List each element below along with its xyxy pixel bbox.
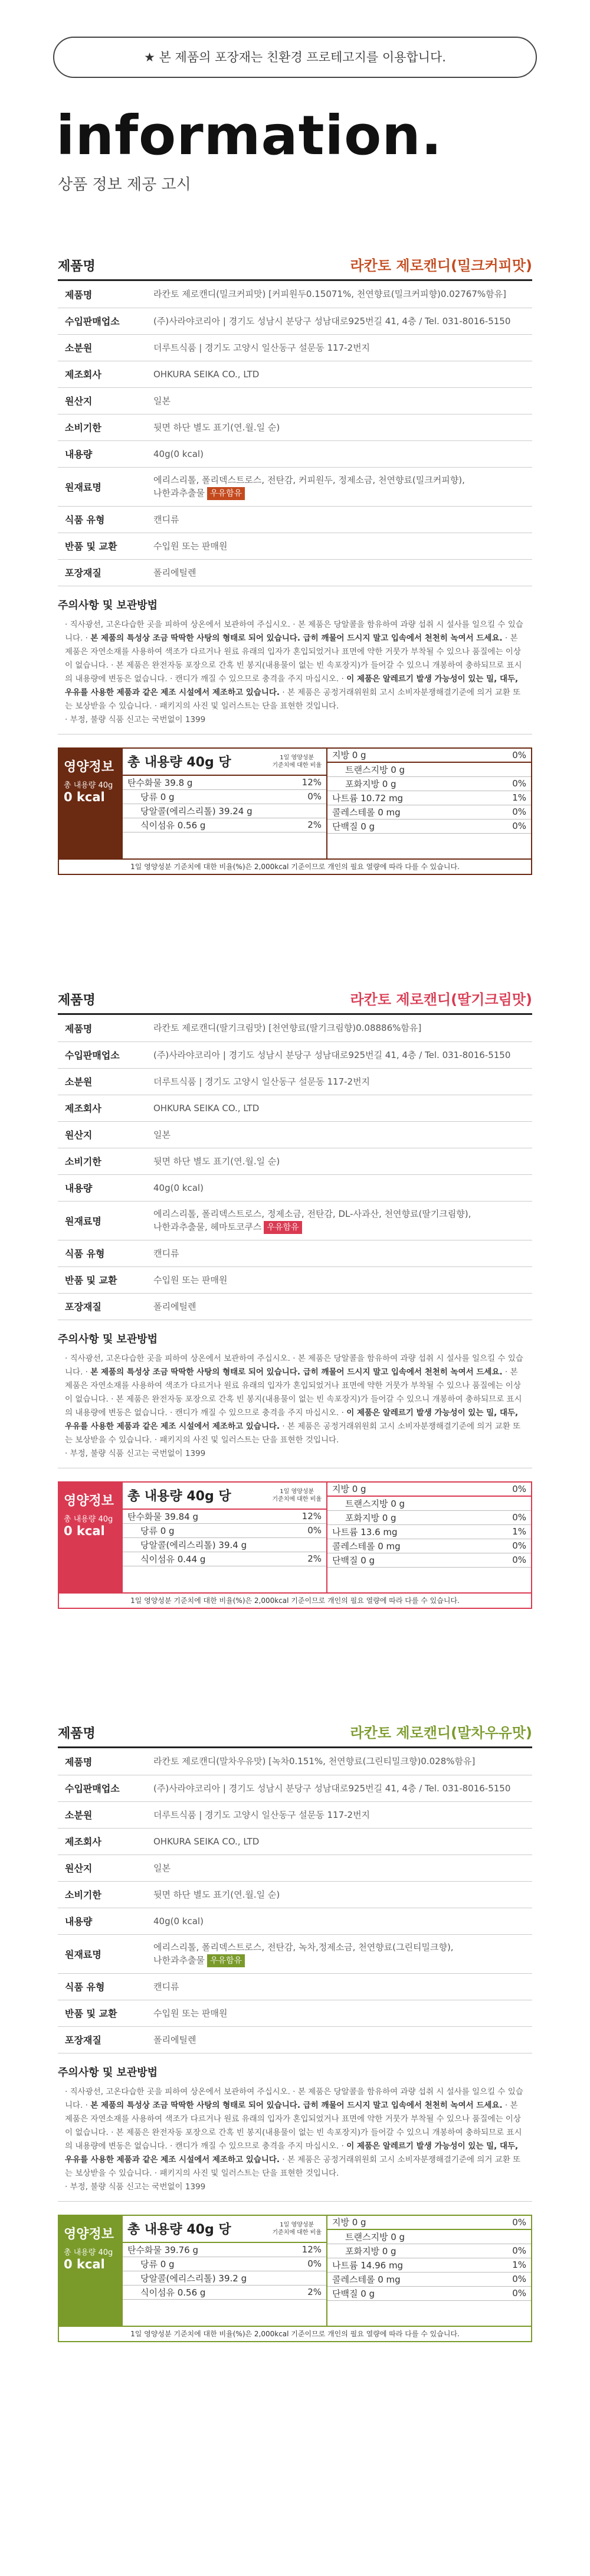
- section-header: [58, 982, 532, 1015]
- info-row: [58, 361, 532, 387]
- info-row: [58, 387, 532, 414]
- nut-row-fat: 지방 0 g 0%: [327, 749, 531, 763]
- info-value: OHKURA SEIKA CO., LTD: [148, 361, 532, 387]
- info-value: 에리스리톨, 폴리덱스트로스, 전탄감, 커피원두, 정제소금, 천연향료(밀크커피향), 나한과추출물 우유함유: [148, 467, 532, 506]
- nut-row-sodium: 나트륨 13.6 mg 1%: [327, 1525, 531, 1539]
- info-key: 원산지: [58, 387, 148, 414]
- info-value: 라칸토 제로캔디(말차우유맛) [녹차0.151%, 천연향료(그린티밀크향)0.028%함유]: [148, 1748, 532, 1775]
- product-info-table: [58, 281, 532, 586]
- nut-row-protein: 단백질 0 g 0%: [327, 820, 531, 834]
- info-key: 반품 및 교환: [58, 1266, 148, 1293]
- info-value: OHKURA SEIKA CO., LTD: [148, 1095, 532, 1121]
- info-value: 캔디류: [148, 1240, 532, 1266]
- info-key: 내용량: [58, 1908, 148, 1934]
- info-row: [58, 1908, 532, 1934]
- section-header: [58, 1715, 532, 1748]
- info-row: [58, 281, 532, 308]
- info-key: 포장재질: [58, 2026, 148, 2053]
- info-row: [58, 1748, 532, 1775]
- info-key: 수입판매업소: [58, 1041, 148, 1068]
- nutrition-carb-block: 총 내용량 40g 당 1일 영양성분 기준치에 대한 비율 탄수화물 39.8 g 12% 당류 0 g 0% 당알콜(에리스리톨) 39.24 g 식이섬유 0.56 g 2%: [123, 749, 326, 858]
- product-name: 라칸토 제로캔디(말차우유맛): [350, 1725, 532, 1741]
- nut-row-saturated: 포화지방 0 g 0%: [327, 777, 531, 791]
- nutrition-fat-block: [326, 1483, 531, 1592]
- info-row: [58, 559, 532, 586]
- nut-row-sugar: 당류 0 g 0%: [123, 2257, 326, 2271]
- nut-row-cholesterol: 콜레스테롤 0 mg 0%: [327, 2273, 531, 2287]
- info-value: (주)사라야코리아 | 경기도 성남시 분당구 성남대로925번길 41, 4층 / Tel. 031-8016-5150: [148, 308, 532, 334]
- nut-row-carb: 탄수화물 39.76 g 12%: [123, 2243, 326, 2257]
- caution-title: 주의사항 및 보관방법: [58, 599, 158, 612]
- product-name: 라칸토 제로캔디(밀크커피맛): [350, 257, 532, 274]
- info-value: 라칸토 제로캔디(딸기크림맛) [천연향료(딸기크림향)0.08886%함유]: [148, 1015, 532, 1041]
- info-row: [58, 1041, 532, 1068]
- section-header: [58, 248, 532, 281]
- nut-row-cholesterol: 콜레스테롤 0 mg 0%: [327, 1539, 531, 1553]
- nut-row-sugar: 당류 0 g 0%: [123, 790, 326, 804]
- info-key: 반품 및 교환: [58, 533, 148, 559]
- info-row: [58, 467, 532, 506]
- info-row: [58, 1148, 532, 1174]
- nut-row-sugar-alcohol: 당알콜(에리스리톨) 39.2 g: [123, 2271, 326, 2286]
- info-row: [58, 440, 532, 467]
- info-key: 수입판매업소: [58, 1775, 148, 1801]
- info-key: 제조회사: [58, 1828, 148, 1855]
- info-value: 40g(0 kcal): [148, 440, 532, 467]
- info-row: [58, 1855, 532, 1881]
- info-key: 포장재질: [58, 559, 148, 586]
- info-key: 반품 및 교환: [58, 2000, 148, 2026]
- nut-row-cholesterol: 콜레스테롤 0 mg 0%: [327, 805, 531, 820]
- info-value: (주)사라야코리아 | 경기도 성남시 분당구 성남대로925번길 41, 4층 / Tel. 031-8016-5150: [148, 1041, 532, 1068]
- info-key: 제조회사: [58, 361, 148, 387]
- info-value: 수입원 또는 판매원: [148, 533, 532, 559]
- allergen-badge: 우유함유: [264, 1221, 301, 1234]
- info-key: 포장재질: [58, 1293, 148, 1320]
- info-value: 일본: [148, 387, 532, 414]
- nut-row-carb: 탄수화물 39.84 g 12%: [123, 1510, 326, 1524]
- nut-row-trans: 트랜스지방 0 g: [327, 763, 531, 777]
- nut-row-protein: 단백질 0 g 0%: [327, 2287, 531, 2301]
- info-value: 더루트식품 | 경기도 고양시 일산동구 설문동 117-2번지: [148, 1068, 532, 1095]
- info-row: [58, 506, 532, 533]
- info-row: [58, 1201, 532, 1240]
- product-section-2: [58, 982, 532, 1609]
- nut-row-trans: 트랜스지방 0 g: [327, 1497, 531, 1511]
- info-row: [58, 1121, 532, 1148]
- info-key: 소비기한: [58, 1148, 148, 1174]
- allergen-badge: 우유함유: [207, 487, 245, 500]
- info-row: [58, 1973, 532, 2000]
- info-value: 폴리에틸렌: [148, 559, 532, 586]
- info-row: [58, 2026, 532, 2053]
- nutrition-carb-block: 총 내용량 40g 당 1일 영양성분 기준치에 대한 비율 탄수화물 39.84 g 12% 당류 0 g 0% 당알콜(에리스리톨) 39.4 g 식이섬유 0.44 g 2%: [123, 1483, 326, 1592]
- info-value: 더루트식품 | 경기도 고양시 일산동구 설문동 117-2번지: [148, 334, 532, 361]
- info-row: [58, 1828, 532, 1855]
- eco-packaging-notice: ★ 본 제품의 포장재는 친환경 프로테고지를 이용합니다.: [53, 37, 537, 78]
- info-key: 소분원: [58, 1801, 148, 1828]
- nut-row-saturated: 포화지방 0 g 0%: [327, 1511, 531, 1525]
- product-info-table: [58, 1748, 532, 2053]
- info-value: (주)사라야코리아 | 경기도 성남시 분당구 성남대로925번길 41, 4층 / Tel. 031-8016-5150: [148, 1775, 532, 1801]
- info-key: 소비기한: [58, 1881, 148, 1908]
- caution-title: 주의사항 및 보관방법: [58, 2066, 158, 2079]
- info-key: 소비기한: [58, 414, 148, 440]
- info-key: 제품명: [58, 1015, 148, 1041]
- product-name: 라칸토 제로캔디(딸기크림맛): [350, 991, 532, 1008]
- info-value: 일본: [148, 1855, 532, 1881]
- caution-text: · 직사광선, 고온다습한 곳을 피하여 상온에서 보관하여 주십시오. · 본 제품은 당알콜을 함유하여 과량 섭취 시 설사를 일으킬 수 있습니다. · 본 제품의 특성상 조금 딱딱한 사탕의 형태로 되어 있습니다. 급히 깨물어 드시지 말고 입속에서 천천히 녹여서 드세요. · 본 제품은 자연소재를 사용하여 색조가 다르거나 원료 유래의 입자가 혼입되었거나 표면에 약한 거뭇가 부착될 수 있으나 품질에는 이상이 없습니다. · 본 제품은 완전자동 포장으로 간혹 빈 봉지(내용물이 없는 빈 속포장지)가 들어갈 수 있으니 개봉하여 충하되므로 표시의 내용량에 변동은 없습니다. · 캔디가 깨질 수 있으므로 충격을 주지 마십시오. · 이 제품은 알레르기 발생 가능성이 있는 밀, 대두, 우유를 사용한 제품과 같은 제조 시설에서 제조하고 있습니다. · 본 제품은 공정거래위원회 고시 소비자분쟁해결기준에 의거 교환 또는 보상받을 수 있습니다. · 패키지의 사진 및 일러스트는 단을 표현한 것입니다. · 부정, 불량 식품 신고는 국번없이 1399: [58, 612, 532, 734]
- nut-row-sugar-alcohol: 당알콜(에리스리톨) 39.4 g: [123, 1538, 326, 1552]
- info-value: 폴리에틸렌: [148, 1293, 532, 1320]
- info-row: [58, 1801, 532, 1828]
- info-value: OHKURA SEIKA CO., LTD: [148, 1828, 532, 1855]
- nutrition-title-block: 영양정보 총 내용량 40g 0 kcal: [59, 749, 123, 858]
- nut-row-sugar-alcohol: 당알콜(에리스리톨) 39.24 g: [123, 804, 326, 818]
- section-label: 제품명: [58, 259, 96, 274]
- info-key: 수입판매업소: [58, 308, 148, 334]
- info-value: 뒷면 하단 별도 표기(연.월.일 순): [148, 1881, 532, 1908]
- info-key: 식품 유형: [58, 506, 148, 533]
- info-value: 뒷면 하단 별도 표기(연.월.일 순): [148, 414, 532, 440]
- info-row: [58, 308, 532, 334]
- info-row: [58, 1934, 532, 1973]
- nut-row-carb: 탄수화물 39.8 g 12%: [123, 776, 326, 790]
- info-row: [58, 1095, 532, 1121]
- info-key: 제품명: [58, 1748, 148, 1775]
- nut-row-trans: 트랜스지방 0 g: [327, 2230, 531, 2244]
- info-row: [58, 1266, 532, 1293]
- info-value: 라칸토 제로캔디(밀크커피맛) [커피원두0.15071%, 천연향료(밀크커피향)0.02767%함유]: [148, 281, 532, 308]
- info-row: [58, 2000, 532, 2026]
- page-subtitle: 상품 정보 제공 고시: [58, 176, 191, 194]
- nutrition-panel: [58, 1481, 532, 1594]
- caution-text: · 직사광선, 고온다습한 곳을 피하여 상온에서 보관하여 주십시오. · 본 제품은 당알콜을 함유하여 과량 섭취 시 설사를 일으킬 수 있습니다. · 본 제품의 특성상 조금 딱딱한 사탕의 형태로 되어 있습니다. 급히 깨물어 드시지 말고 입속에서 천천히 녹여서 드세요. · 본 제품은 자연소재를 사용하여 색조가 다르거나 원료 유래의 입자가 혼입되었거나 표면에 약한 거뭇가 부착될 수 있으나 품질에는 이상이 없습니다. · 본 제품은 완전자동 포장으로 간혹 빈 봉지(내용물이 없는 빈 속포장지)가 들어갈 수 있으니 개봉하여 충하되므로 표시의 내용량에 변동은 없습니다. · 캔디가 깨질 수 있으므로 충격을 주지 마십시오. · 이 제품은 알레르기 발생 가능성이 있는 밀, 대두, 우유를 사용한 제품과 같은 제조 시설에서 제조하고 있습니다. · 본 제품은 공정거래위원회 고시 소비자분쟁해결기준에 의거 교환 또는 보상받을 수 있습니다. · 패키지의 사진 및 일러스트는 단을 표현한 것입니다. · 부정, 불량 식품 신고는 국번없이 1399: [58, 2079, 532, 2202]
- section-label: 제품명: [58, 1726, 96, 1741]
- nutrition-fat-block: [326, 749, 531, 858]
- product-section-3: [58, 1715, 532, 2342]
- info-key: 제조회사: [58, 1095, 148, 1121]
- info-row: [58, 1293, 532, 1320]
- info-row: [58, 1174, 532, 1201]
- nutrition-fat-block: [326, 2216, 531, 2326]
- info-row: [58, 1068, 532, 1095]
- nutrition-footnote: 1일 영양성분 기준치에 대한 비율(%)은 2,000kcal 기준이므로 개인의 필요 열량에 따라 다를 수 있습니다.: [58, 2327, 532, 2342]
- nut-row-fiber: 식이섬유 0.56 g 2%: [123, 2286, 326, 2300]
- info-value: 캔디류: [148, 1973, 532, 2000]
- info-row: [58, 1015, 532, 1041]
- nut-row-sugar: 당류 0 g 0%: [123, 1524, 326, 1538]
- nut-row-fiber: 식이섬유 0.56 g 2%: [123, 818, 326, 832]
- product-info-table: [58, 1015, 532, 1320]
- info-row: [58, 1775, 532, 1801]
- info-row: [58, 414, 532, 440]
- info-key: 내용량: [58, 1174, 148, 1201]
- info-value: 뒷면 하단 별도 표기(연.월.일 순): [148, 1148, 532, 1174]
- nut-row-fiber: 식이섬유 0.44 g 2%: [123, 1552, 326, 1566]
- page-title: information.: [56, 104, 442, 167]
- nut-row-fat: 지방 0 g 0%: [327, 1483, 531, 1497]
- nut-row-saturated: 포화지방 0 g 0%: [327, 2244, 531, 2258]
- nut-row-fat: 지방 0 g 0%: [327, 2216, 531, 2230]
- nut-row-sodium: 나트륨 14.96 mg 1%: [327, 2258, 531, 2273]
- info-row: [58, 1881, 532, 1908]
- info-key: 소분원: [58, 334, 148, 361]
- info-key: 원산지: [58, 1855, 148, 1881]
- info-key: 원산지: [58, 1121, 148, 1148]
- info-value: 40g(0 kcal): [148, 1908, 532, 1934]
- info-key: 식품 유형: [58, 1973, 148, 2000]
- info-value: 수입원 또는 판매원: [148, 2000, 532, 2026]
- caution-title: 주의사항 및 보관방법: [58, 1333, 158, 1346]
- nut-row-protein: 단백질 0 g 0%: [327, 1553, 531, 1568]
- info-row: [58, 533, 532, 559]
- info-key: 제품명: [58, 281, 148, 308]
- info-value: 에리스리톨, 폴리덱스트로스, 정제소금, 전탄감, DL-사과산, 천연향료(딸기크림향), 나한과추출물, 헤마토코쿠스 우유함유: [148, 1201, 532, 1240]
- product-section-1: [58, 248, 532, 875]
- info-value: 수입원 또는 판매원: [148, 1266, 532, 1293]
- info-key: 원재료명: [58, 1201, 148, 1240]
- info-key: 식품 유형: [58, 1240, 148, 1266]
- info-row: [58, 334, 532, 361]
- info-value: 일본: [148, 1121, 532, 1148]
- nutrition-title-block: 영양정보 총 내용량 40g 0 kcal: [59, 2216, 123, 2326]
- info-row: [58, 1240, 532, 1266]
- nutrition-panel: [58, 747, 532, 860]
- nutrition-carb-block: 총 내용량 40g 당 1일 영양성분 기준치에 대한 비율 탄수화물 39.76 g 12% 당류 0 g 0% 당알콜(에리스리톨) 39.2 g 식이섬유 0.56 g 2%: [123, 2216, 326, 2326]
- info-key: 소분원: [58, 1068, 148, 1095]
- nut-row-sodium: 나트륨 10.72 mg 1%: [327, 791, 531, 805]
- info-value: 더루트식품 | 경기도 고양시 일산동구 설문동 117-2번지: [148, 1801, 532, 1828]
- info-key: 원재료명: [58, 1934, 148, 1973]
- info-key: 원재료명: [58, 467, 148, 506]
- caution-text: · 직사광선, 고온다습한 곳을 피하여 상온에서 보관하여 주십시오. · 본 제품은 당알콜을 함유하여 과량 섭취 시 설사를 일으킬 수 있습니다. · 본 제품의 특성상 조금 딱딱한 사탕의 형태로 되어 있습니다. 급히 깨물어 드시지 말고 입속에서 천천히 녹여서 드세요. · 본 제품은 자연소재를 사용하여 색조가 다르거나 원료 유래의 입자가 혼입되었거나 표면에 약한 거뭇가 부착될 수 있으나 품질에는 이상이 없습니다. · 본 제품은 완전자동 포장으로 간혹 빈 봉지(내용물이 없는 빈 속포장지)가 들어갈 수 있으니 개봉하여 충하되므로 표시의 내용량에 변동은 없습니다. · 캔디가 깨질 수 있으므로 충격을 주지 마십시오. · 이 제품은 알레르기 발생 가능성이 있는 밀, 대두, 우유를 사용한 제품과 같은 제조 시설에서 제조하고 있습니다. · 본 제품은 공정거래위원회 고시 소비자분쟁해결기준에 의거 교환 또는 보상받을 수 있습니다. · 패키지의 사진 및 일러스트는 단을 표현한 것입니다. · 부정, 불량 식품 신고는 국번없이 1399: [58, 1346, 532, 1468]
- info-key: 내용량: [58, 440, 148, 467]
- nutrition-panel: [58, 2215, 532, 2327]
- nutrition-footnote: 1일 영양성분 기준치에 대한 비율(%)은 2,000kcal 기준이므로 개인의 필요 열량에 따라 다를 수 있습니다.: [58, 860, 532, 875]
- info-value: 40g(0 kcal): [148, 1174, 532, 1201]
- info-value: 캔디류: [148, 506, 532, 533]
- info-value: 폴리에틸렌: [148, 2026, 532, 2053]
- info-value: 에리스리톨, 폴리덱스트로스, 전탄감, 녹차,정제소금, 천연향료(그린티밀크향), 나한과추출물 우유함유: [148, 1934, 532, 1973]
- nutrition-footnote: 1일 영양성분 기준치에 대한 비율(%)은 2,000kcal 기준이므로 개인의 필요 열량에 따라 다를 수 있습니다.: [58, 1594, 532, 1609]
- section-label: 제품명: [58, 993, 96, 1008]
- nutrition-title-block: 영양정보 총 내용량 40g 0 kcal: [59, 1483, 123, 1592]
- allergen-badge: 우유함유: [207, 1954, 245, 1967]
